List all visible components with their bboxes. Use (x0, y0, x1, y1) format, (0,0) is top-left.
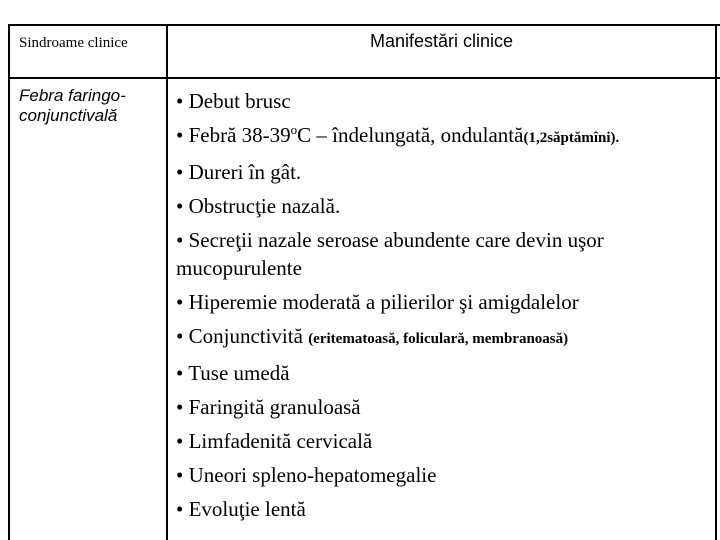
secretions-line2: mucopurulente (176, 256, 302, 280)
list-item: • Dureri în gât. (176, 160, 302, 184)
conjunctivitis-note: (eritematoasă, foliculară, membranoasă) (308, 331, 569, 347)
column-header-manifestations: Manifestări clinice (369, 31, 514, 51)
conjunctivitis-text: • Conjunctivită (176, 324, 303, 348)
degree-sup: o (290, 122, 298, 137)
list-item: • Debut brusc (176, 89, 291, 113)
manifestations-list (176, 84, 714, 526)
list-item: • Obstrucţie nazală. (176, 194, 341, 218)
fever-text: • Febră 38-39 (176, 123, 291, 147)
list-item: • Limfadenită cervicală (176, 429, 373, 453)
list-item (176, 223, 714, 285)
column-header-syndromes: Sindroame clinice (19, 35, 128, 51)
list-item: • Hiperemie moderată a pilierilor şi amigdalelor (176, 290, 579, 314)
fever-text-rest: C – îndelungată, ondulantă (297, 123, 524, 147)
list-item: • Uneori spleno-hepatomegalie (176, 463, 437, 487)
list-item: • Evoluţie lentă (176, 497, 306, 521)
list-item: • Tuse umedă (176, 361, 290, 385)
secretions-line1: • Secreţii nazale seroase abundente care devin uşor (176, 228, 604, 252)
list-item (176, 319, 714, 356)
table-border-left (8, 24, 10, 540)
list-item (176, 118, 714, 155)
table-column-divider (166, 24, 168, 540)
table-border-right (715, 24, 717, 540)
table-header-divider (8, 77, 720, 79)
fever-duration-note: (1,2săptămîni). (523, 130, 620, 146)
table-border-top (8, 24, 720, 26)
list-item: • Faringită granuloasă (176, 395, 361, 419)
syndrome-name: Febra faringo-conjunctivală (19, 86, 126, 125)
